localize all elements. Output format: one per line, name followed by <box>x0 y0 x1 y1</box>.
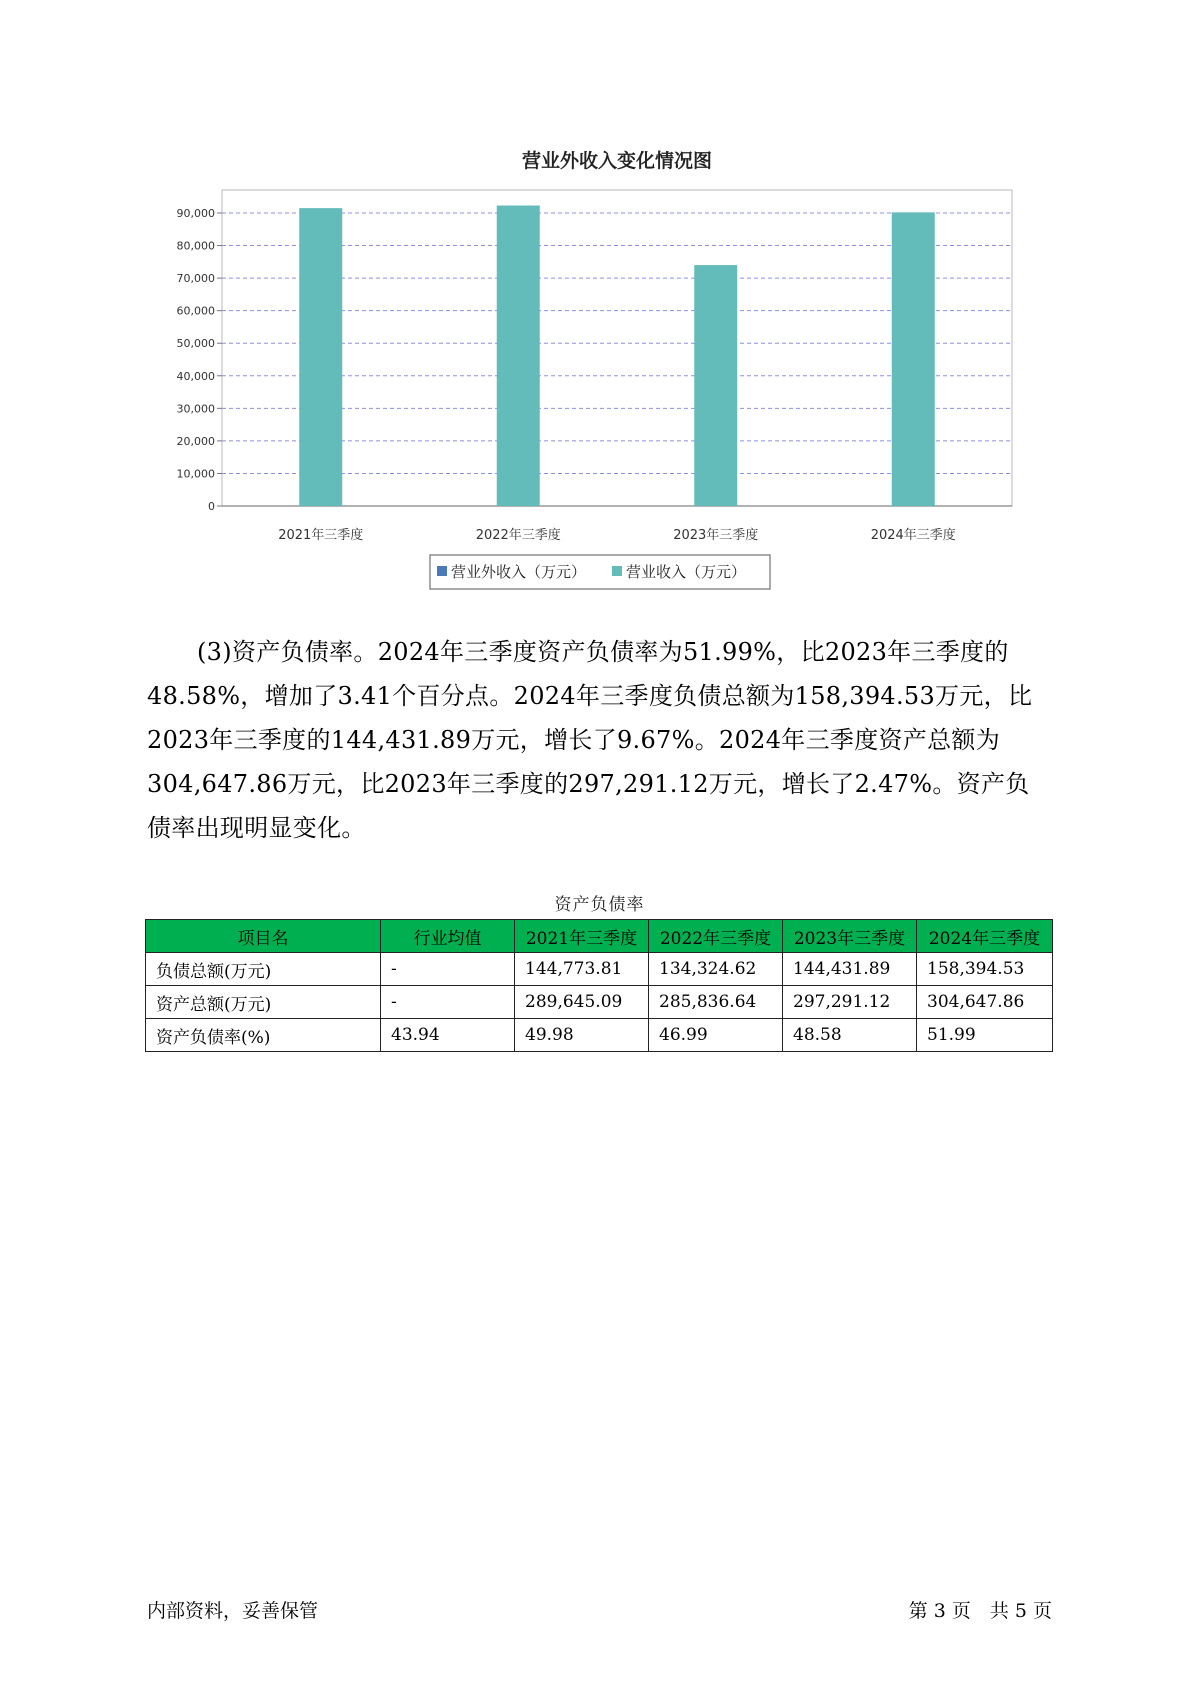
table-cell: 43.94 <box>381 1019 515 1052</box>
header-cell: 行业均值 <box>381 920 515 953</box>
table-cell: 285,836.64 <box>649 986 783 1019</box>
x-tick-label: 2022年三季度 <box>475 528 561 543</box>
table-cell: 资产负债率(%) <box>146 1019 381 1052</box>
header-cell: 项目名 <box>146 920 381 953</box>
table-cell: 304,647.86 <box>917 986 1053 1019</box>
legend-label: 营业收入（万元） <box>626 563 747 581</box>
table-caption: 资产负债率 <box>554 895 645 915</box>
x-tick-label: 2023年三季度 <box>673 528 759 543</box>
table-cell: 48.58 <box>783 1019 917 1052</box>
header-cell: 2023年三季度 <box>783 920 917 953</box>
header-cell: 2024年三季度 <box>917 920 1053 953</box>
legend-label: 营业外收入（万元） <box>451 563 587 581</box>
table-cell: 158,394.53 <box>917 953 1053 986</box>
chart-title: 营业外收入变化情况图 <box>521 150 713 172</box>
table-cell: 46.99 <box>649 1019 783 1052</box>
table-cell: 297,291.12 <box>783 986 917 1019</box>
table-header-row <box>146 920 1053 953</box>
bar-chart <box>0 0 1191 600</box>
y-tick-label: 40,000 <box>176 369 215 383</box>
y-tick-label: 50,000 <box>176 337 215 351</box>
footer-page-number: 第 3 页 共 5 页 <box>908 1600 1052 1622</box>
bar-operating-income <box>299 208 342 506</box>
y-tick-label: 20,000 <box>176 434 215 448</box>
bar-operating-income <box>694 265 737 506</box>
table-cell: 144,431.89 <box>783 953 917 986</box>
y-tick-label: 70,000 <box>176 272 215 286</box>
x-tick-label: 2021年三季度 <box>278 528 364 543</box>
table-row <box>146 986 1053 1019</box>
y-tick-label: 60,000 <box>176 304 215 318</box>
table-row <box>146 953 1053 986</box>
y-tick-label: 0 <box>208 500 215 513</box>
x-tick-label: 2024年三季度 <box>870 528 956 543</box>
y-tick-label: 90,000 <box>176 207 215 220</box>
table-cell: - <box>381 986 515 1019</box>
table-cell: 134,324.62 <box>649 953 783 986</box>
table-cell: 144,773.81 <box>515 953 649 986</box>
y-tick-label: 80,000 <box>176 239 215 253</box>
table-row <box>146 1019 1053 1052</box>
header-cell: 2022年三季度 <box>649 920 783 953</box>
asset-liability-paragraph: (3)资产负债率。2024年三季度资产负债率为51.99%，比2023年三季度的48.58%，增加了3.41个百分点。2024年三季度负债总额为158,394.53万元，比2023年三季度的144,431.89万元，增长了9.67%。2024年三季度资产总额为304,647.86万元，比2023年三季度的297,291.12万元，增长了2.47%。资产负债率出现明显变化。 <box>147 638 1033 842</box>
footer-confidential: 内部资料，妥善保管 <box>147 1600 319 1622</box>
bar-operating-income <box>892 212 935 506</box>
table-cell: 资产总额(万元) <box>146 986 381 1019</box>
legend-swatch <box>612 566 622 576</box>
bar-operating-income <box>497 206 540 506</box>
table-cell: 51.99 <box>917 1019 1053 1052</box>
y-tick-label: 10,000 <box>176 467 215 481</box>
legend-swatch <box>437 566 447 576</box>
table-cell: 49.98 <box>515 1019 649 1052</box>
table-cell: 负债总额(万元) <box>146 953 381 986</box>
chart-section <box>0 0 1191 600</box>
asset-liability-table <box>145 919 1053 1052</box>
y-tick-label: 30,000 <box>176 402 215 416</box>
table-cell: - <box>381 953 515 986</box>
table-cell: 289,645.09 <box>515 986 649 1019</box>
header-cell: 2021年三季度 <box>515 920 649 953</box>
